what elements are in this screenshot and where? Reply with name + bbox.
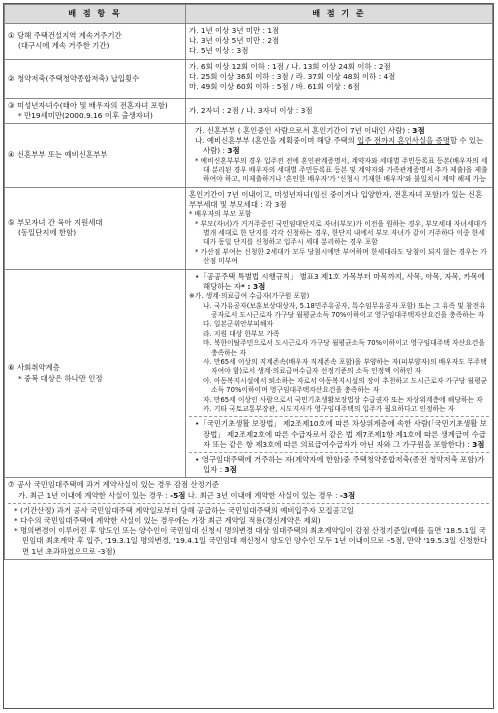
header-criteria: 배 점 기 준	[186, 5, 493, 24]
criteria-line: •「국민기초생활 보장법」 제2조제10호에 따른 차상위계층에 속한 사람(「국민기초생활 보장법」 제2조제2호에 따른 수급자로서 같은 법 제7조제1항 제1호에 따른 생계급여 수급자 또는 같은 항 제3호에 따른 의료급여수급자가 아닌 자와 그 가구원을 포함한다) : 3점	[195, 419, 487, 449]
item-label: ④ 신혼부부 또는 예비신혼부부	[8, 150, 108, 160]
note-item: * (기간산정) 과거 공사 국민임대주택 계약일로부터 당해 공급하는 국민임대주택의 예비입주자 모집공고일	[14, 505, 354, 515]
item-vulnerable	[5, 269, 186, 478]
criteria-residence	[186, 24, 493, 60]
criteria-line: 가. 6회 이상 12회 이하 : 1점 / 나. 13회 이상 24회 이하 : 2점	[189, 61, 391, 71]
table-row	[5, 478, 493, 559]
criteria-line: 가. 신혼부부 ( 혼인중인 사람으로서 혼인기간이 7년 이내인 사람) : 3점	[195, 126, 425, 136]
deduction-line: 가. 최근 1년 이내에 계약한 사실이 있는 경우 : -5점 나. 최근 3년 이내에 계약한 사실이 있는 경우 : -3점	[18, 490, 356, 500]
item-newlyweds	[5, 124, 186, 188]
deduction-section	[5, 478, 493, 559]
criteria-note: * 배우자의 부모 포함	[189, 210, 252, 219]
criteria-line: 나. 예비신혼부부 (혼인을 계획중이며 해당 주택의 입주 전까지 혼인사실을 증명할 수 있는 사람) : 3점	[195, 136, 484, 156]
criteria-line: 가. 2자녀 : 2점 / 나. 3자녀 이상 : 3점	[189, 105, 313, 115]
criteria-line: 마. 49회 이상 60회 이하 : 5점 / 바. 61회 이상 : 6점	[189, 82, 360, 92]
item-sublabel: (대구시에 계속 거주한 기간)	[18, 41, 110, 51]
list-item: 사. 만65세 이상의 직계존속(배우자 직계존속 포함)을 부양하는 자(피부양자)의 배우자도 무주택자여야 함)로서 생계·의료급여수급자 선정기준의 소득 인정액 이하인 자	[203, 357, 487, 376]
item-children	[5, 98, 186, 123]
criteria-children	[186, 98, 493, 123]
section-title: ⑦ 공사 국민임대주택에 과거 계약사실이 있는 경우 감점 산정기준	[8, 480, 220, 490]
table-row	[5, 187, 493, 269]
table-row	[5, 269, 493, 478]
criteria-childcare	[186, 187, 493, 269]
criteria-line: 다. 5년 이상 : 3점	[189, 46, 249, 56]
table-row	[5, 98, 493, 123]
criteria-line: •「공공주택 특별법 시행규칙」 별표3 제1호 가목부터 마목까지, 사목, 아목, 자목, 카목에 해당하는 자* : 3점	[195, 271, 485, 291]
criteria-note: * 가산점 부여는 신청한 2세대가 모두 당첨시에만 부여하며 한세대라도 당첨이 되지 않는 경우는 가산점 미부여	[195, 247, 487, 266]
list-item: 나. 국가유공자(보훈보상대상자, 5.18민주유공자, 특수임무유공자 포함) 또는 그 유족 및 참전유공자로서 도시근로자 가구당 월평균소득 70%이하이고 영구임대주택자산요건을 충족하는 자	[203, 301, 486, 319]
criteria-savings	[186, 59, 493, 98]
list-item: 라. 지원 대상 한부모 가족	[203, 329, 280, 338]
scoring-table	[4, 4, 493, 560]
item-savings	[5, 59, 186, 98]
table-header	[5, 5, 493, 24]
item-residence	[5, 24, 186, 60]
criteria-note: * 부모(자녀)가 거거주중인 국민임대단지로 자녀(부모)가 이전을 원하는 경우, 부모세대 자녀세대가 별개 세대로 한 단지를 각각 신청하는 경우, 한단지 내에서 부모 자녀가 같이 거주하다 이중 한세대가 동일 단지를 신청하고 입주시 세대 분리하는 경우 포함	[195, 219, 487, 247]
header-items: 배 점 항 목	[5, 5, 186, 24]
criteria-line: 나. 3년 이상 5년 미만 : 2점	[189, 36, 280, 46]
list-item: 다. 일본군위안부피해자	[203, 320, 273, 329]
item-label: ② 청약저축(주택청약종합저축) 납입횟수	[8, 73, 140, 83]
criteria-vulnerable	[186, 269, 493, 478]
criteria-line: 다. 25회 이상 36회 이하 : 3점 / 라. 37회 이상 48회 이하 : 4점	[189, 71, 396, 81]
item-label: ③ 미성년자녀수(태아 및 배우자의 전혼자녀 포함)	[8, 100, 168, 110]
divider	[189, 452, 489, 453]
criteria-note: * 예비신혼부부의 경우 입주전 전에 혼인관계증명서, 계약자와 세대별 주민등록표 등본(배우자의 세대 분리된 경우 배우자의 세대별 주민등록표 등본 및 계약자와 가족관계증명서 추가 제출)을 제출하여야 하고, 미제출하거나 '혼인한 배우자'가 '신청시 기재한 배우자'와 불일치시 계약 해제 가능	[195, 156, 488, 184]
list-item: 카. 기타 국토교통부장관, 시도지사가 영구임대주택의 입주가 필요하다고 인정하는 자	[203, 404, 455, 413]
note-item: * 다수의 국민임대주택에 계약한 사실이 있는 경우에는 가장 최근 계약일 적용(갱신계약은 제외)	[14, 516, 321, 525]
item-label: ⑤ 부모자녀 간 육아 지원세대	[8, 218, 103, 228]
list-item: 자. 만65세 이상인 사람으로서 국민기초생활보장법상 수급권자 또는 차상위계층에 해당하는 자	[203, 395, 483, 404]
list-item: 마. 북한이탈주민으로서 도시근로자 가구당 월평균소득 70%이하이고 영구임대주택 자산요건을 충족하는 자	[203, 339, 485, 357]
note-item: * 명의변경이 이루어진 후 양도인 또는 양수인이 국민임대 신청시 명의변경 대상 임대주택의 최초계약일이 감점 산정기준일(예를 들면 '18.5.1일 국민임대 최초계약 후 입주, '19.3.1일 명의변경, '19.4.1일 국민임대 재신청시 양도인 양수인 모두 1년 이내이므로 –5점, 만약 '19.5.3일 신청한다면 1년 초과하였으므로 -3점)	[14, 526, 488, 556]
scoring-criteria-document	[3, 3, 494, 709]
criteria-line: • 영구임대주택에 거주하는 자(계약자에 한함)중 주택청약종합저축(종전 청약저축 포함)가입자 : 3점	[195, 454, 485, 475]
item-label: ① 당해 주택건설지역 계속거주기간	[8, 31, 122, 41]
criteria-line: 가. 1년 이상 3년 미만 : 1점	[189, 26, 280, 35]
item-sublabel: (동일단지에 한함)	[18, 228, 77, 238]
divider	[189, 416, 489, 417]
item-childcare	[5, 187, 186, 269]
item-sublabel: * 만19세미만(2000.9.16 이후 출생자녀)	[18, 110, 153, 120]
table-row	[5, 124, 493, 188]
criteria-note: ※가. 생계·의료급여 수급자(가구원 포함)	[189, 292, 310, 301]
table-row	[5, 59, 493, 98]
divider	[8, 503, 489, 504]
criteria-newlyweds	[186, 124, 493, 188]
list-item: 아. 아동복지시설에서 퇴소하는 자로서 아동복지시설의 장이 추천하고 도시근로자 가구당 월평균소득 70%이하이며 영구임대주택자산요건을 충족하는 자	[203, 376, 488, 395]
criteria-line: 혼인기간이 7년 이내이고, 미성년자녀(임신 중이거나 입양한자, 전혼자녀 포함)가 있는 신혼부부세대 및 부모세대 : 각 3점	[189, 189, 483, 210]
item-label: ⑥ 사회취약계층	[8, 363, 60, 373]
item-sublabel: * 중복 대상은 하나만 인정	[18, 373, 103, 383]
table-row	[5, 24, 493, 60]
